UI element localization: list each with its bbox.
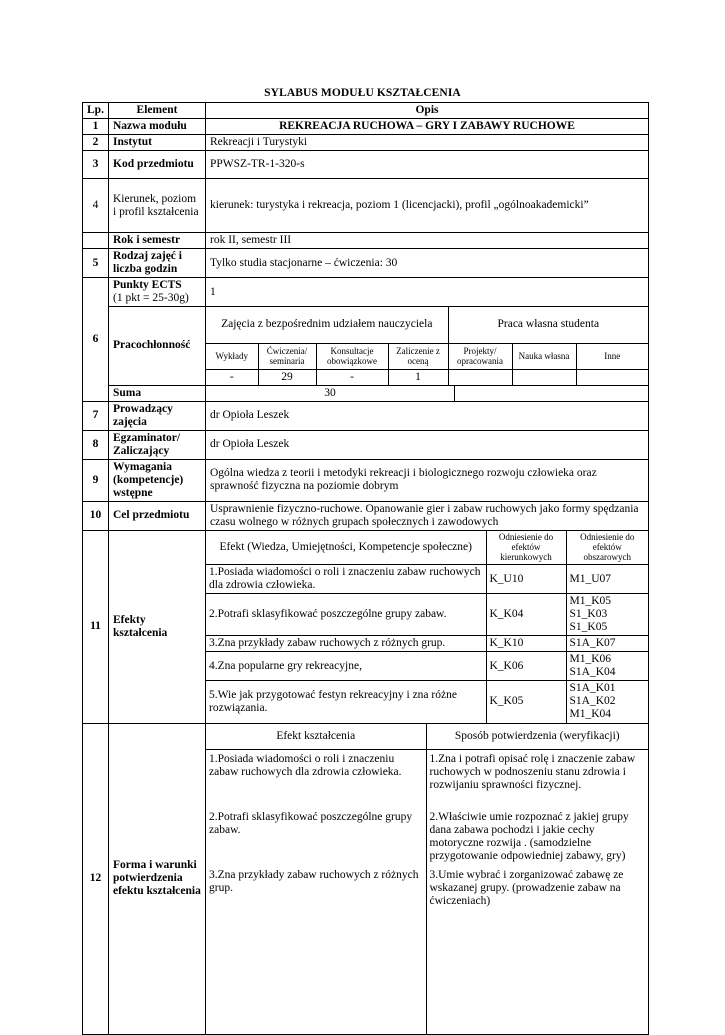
lo-3-obsz: S1A_K07 xyxy=(566,636,648,652)
table-row xyxy=(206,636,648,652)
class-type-value: Tylko studia stacjonarne – ćwiczenia: 30 xyxy=(206,249,649,278)
lecturer-value: dr Opioła Leszek xyxy=(206,401,649,430)
row-5 xyxy=(83,249,649,278)
ects-value: 1 xyxy=(206,278,649,307)
course-code: PPWSZ-TR-1-320-s xyxy=(206,151,649,179)
row-6-lp: 6 xyxy=(83,278,109,402)
workload-label: Pracochłonność xyxy=(109,307,206,386)
year-semester-value: rok II, semestr III xyxy=(206,233,649,249)
col-projekty: Projekty/ opracowania xyxy=(448,343,512,369)
sum-table xyxy=(206,386,648,401)
ver-methods xyxy=(426,750,648,1034)
lo-1-obsz: M1_U07 xyxy=(566,565,648,594)
sum-value: 30 xyxy=(206,386,455,401)
ects-sub: (1 pkt = 25-30g) xyxy=(113,292,189,304)
lo-1-kier: K_U10 xyxy=(486,565,566,594)
row-11 xyxy=(83,530,649,723)
header-row xyxy=(83,103,649,119)
lo-head-effect: Efekt (Wiedza, Umiejętności, Kompetencje społeczne) xyxy=(206,531,486,565)
table-row xyxy=(206,565,648,594)
header-opis: Opis xyxy=(206,103,649,119)
program-value: kierunek: turystyka i rekreacja, poziom 1 (licencjacki), profil „ogólnoakademicki” xyxy=(206,179,649,233)
sum-cell xyxy=(206,385,649,401)
lo-3-text: 3.Zna przykłady zabaw ruchowych z różnych grup. xyxy=(206,636,486,652)
row-2-label: Instytut xyxy=(109,135,206,151)
row-11-lp: 11 xyxy=(83,530,109,723)
col-inne: Inne xyxy=(576,343,648,369)
row-7 xyxy=(83,401,649,430)
lo-2-obsz: M1_K05 S1_K03 S1_K05 xyxy=(566,594,648,636)
syllabus-table xyxy=(82,102,649,1035)
row-3-label: Kod przedmiotu xyxy=(109,151,206,179)
header-lp: Lp. xyxy=(83,103,109,119)
row-6-workload xyxy=(83,307,649,386)
ects-label: Punkty ECTS xyxy=(113,279,182,291)
institute-value: Rekreacji i Turystyki xyxy=(206,135,649,151)
verification-cell xyxy=(206,723,649,1034)
ects-label-cell xyxy=(109,278,206,307)
lo-head-obsz: Odniesienie do efektów obszarowych xyxy=(566,531,648,565)
row-9 xyxy=(83,459,649,501)
ver-effect-1: 1.Posiada wiadomości o roli i znaczeniu zabaw ruchowych dla zdrowia człowieka. xyxy=(209,753,402,778)
col-cwiczenia: Ćwiczenia/ seminaria xyxy=(258,343,316,369)
row-7-label: Prowadzący zajęcia xyxy=(109,401,206,430)
val-wyklady: - xyxy=(206,369,258,385)
val-nauka xyxy=(512,369,576,385)
row-12-label: Forma i warunki potwierdzenia efektu kształcenia xyxy=(109,723,206,1034)
ver-head-method: Sposób potwierdzenia (weryfikacji) xyxy=(426,724,648,750)
row-7-lp: 7 xyxy=(83,401,109,430)
val-cwiczenia: 29 xyxy=(258,369,316,385)
row-12-lp: 12 xyxy=(83,723,109,1034)
row-10-lp: 10 xyxy=(83,501,109,530)
row-1-lp: 1 xyxy=(83,119,109,135)
workload-cell xyxy=(206,307,649,386)
lo-3-kier: K_K10 xyxy=(486,636,566,652)
row-5-lp: 5 xyxy=(83,249,109,278)
lo-4-obsz: M1_K06 S1A_K04 xyxy=(566,652,648,681)
lo-2-kier: K_K04 xyxy=(486,594,566,636)
col-nauka: Nauka własna xyxy=(512,343,576,369)
lo-5-text: 5.Wie jak przygotować festyn rekreacyjny i zna różne rozwiązania. xyxy=(206,681,486,723)
row-8-lp: 8 xyxy=(83,430,109,459)
col-zaliczenie: Zaliczenie z oceną xyxy=(388,343,448,369)
col-konsultacje: Konsultacje obowiązkowe xyxy=(316,343,388,369)
self-study-header: Praca własna studenta xyxy=(448,307,648,343)
table-row xyxy=(206,652,648,681)
ver-method-1: 1.Zna i potrafi opisać rolę i znaczenie zabaw ruchowych w podnoszeniu stanu zdrowia i rozwijaniu sprawności fizycznej. xyxy=(429,753,636,791)
row-8-label: Egzaminator/ Zaliczający xyxy=(109,430,206,459)
table-row xyxy=(206,594,648,636)
row-9-label: Wymagania (kompetencje) wstępne xyxy=(109,459,206,501)
lo-2-text: 2.Potrafi sklasyfikować poszczególne grupy zabaw. xyxy=(206,594,486,636)
requirements-value: Ogólna wiedza z teorii i metodyki rekreacji i biologicznego rozwoju człowieka oraz sprawność fizyczna na poziomie dobrym xyxy=(206,459,649,501)
row-10-label: Cel przedmiotu xyxy=(109,501,206,530)
lo-1-text: 1.Posiada wiadomości o roli i znaczeniu zabaw ruchowych dla zdrowia człowieka. xyxy=(206,565,486,594)
page-title: SYLABUS MODUŁU KSZTAŁCENIA xyxy=(264,87,461,99)
direct-contact-header: Zajęcia z bezpośrednim udziałem nauczyciela xyxy=(206,307,448,343)
row-11-label: Efekty kształcenia xyxy=(109,530,206,723)
col-wyklady: Wykłady xyxy=(206,343,258,369)
lo-4-kier: K_K06 xyxy=(486,652,566,681)
lo-5-obsz: S1A_K01 S1A_K02 M1_K04 xyxy=(566,681,648,723)
lo-4-text: 4.Zna popularne gry rekreacyjne, xyxy=(206,652,486,681)
val-zaliczenie: 1 xyxy=(388,369,448,385)
workload-table xyxy=(206,307,648,385)
row-4-lp: 4 xyxy=(83,179,109,233)
sum-label: Suma xyxy=(109,385,206,401)
val-konsultacje: - xyxy=(316,369,388,385)
row-4-label: Kierunek, poziom i profil kształcenia xyxy=(109,179,206,233)
table-row xyxy=(206,681,648,723)
ver-head-effect: Efekt kształcenia xyxy=(206,724,426,750)
ver-method-2: 2.Właściwie umie rozpoznać z jakiej grupy dana zabawa pochodzi i jakie cechy motoryczne rozwija . (samodzielne przygotowanie odpowiedniej zabawy, gry) xyxy=(429,811,629,862)
learning-outcomes-cell xyxy=(206,530,649,723)
row-4b-lp xyxy=(83,233,109,249)
row-5-label: Rodzaj zajęć i liczba godzin xyxy=(109,249,206,278)
ver-method-3: 3.Umie wybrać i zorganizować zabawę ze wskazanej grupy. (prowadzenie zabaw na ćwiczeniach) xyxy=(429,869,624,907)
objective-value: Usprawnienie fizyczno-ruchowe. Opanowanie gier i zabaw ruchowych jako formy spędzania czasu wolnego w różnych grupach społecznych i zawodowych xyxy=(206,501,649,530)
ver-effect-3: 3.Zna przykłady zabaw ruchowych z różnych grup. xyxy=(209,869,419,894)
header-element: Element xyxy=(109,103,206,119)
row-10 xyxy=(83,501,649,530)
row-4b-label: Rok i semestr xyxy=(109,233,206,249)
learning-outcomes-table xyxy=(206,531,648,723)
row-1 xyxy=(83,119,649,135)
row-12 xyxy=(83,723,649,1034)
lo-5-kier: K_K05 xyxy=(486,681,566,723)
row-8 xyxy=(83,430,649,459)
ver-effect-2: 2.Potrafi sklasyfikować poszczególne grupy zabaw. xyxy=(209,811,413,836)
row-2 xyxy=(83,135,649,151)
row-1-label: Nazwa modułu xyxy=(109,119,206,135)
row-3 xyxy=(83,151,649,179)
row-6-ects xyxy=(83,278,649,307)
row-2-lp: 2 xyxy=(83,135,109,151)
row-6-sum xyxy=(83,385,649,401)
val-inne xyxy=(576,369,648,385)
row-3-lp: 3 xyxy=(83,151,109,179)
verification-table xyxy=(206,724,648,1034)
sum-empty xyxy=(455,386,649,401)
row-4b xyxy=(83,233,649,249)
lo-head-kier: Odniesienie do efektów kierunkowych xyxy=(486,531,566,565)
row-9-lp: 9 xyxy=(83,459,109,501)
ver-effects xyxy=(206,750,426,1034)
val-projekty xyxy=(448,369,512,385)
examiner-value: dr Opioła Leszek xyxy=(206,430,649,459)
row-4 xyxy=(83,179,649,233)
module-name: REKREACJA RUCHOWA – GRY I ZABAWY RUCHOWE xyxy=(206,119,649,135)
